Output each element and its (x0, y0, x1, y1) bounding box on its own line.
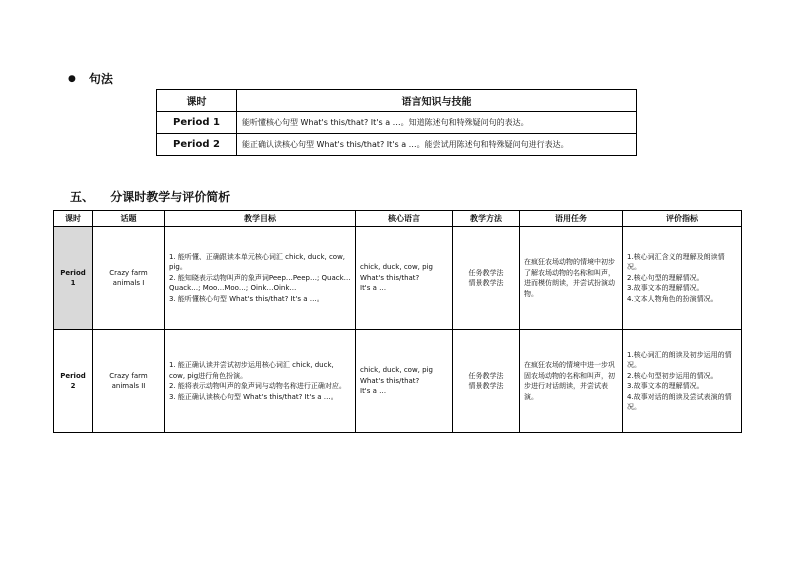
header-period: 课时 (157, 90, 237, 112)
bullet-icon: ● (68, 73, 76, 84)
period-cell: Period 2 (157, 134, 237, 156)
method-item: 情景教学法 (468, 279, 504, 287)
section-title: 分课时教学与评价简析 (110, 190, 231, 204)
header-methods: 教学方法 (453, 211, 520, 227)
period-label: Period (60, 371, 86, 380)
methods-cell (453, 330, 520, 433)
section-number: 五、 (70, 190, 95, 204)
topic-cell (93, 330, 165, 433)
core-language-line: chick, duck, cow, pig (360, 366, 433, 375)
header-skills: 语言知识与技能 (237, 90, 637, 112)
period-number: 1 (70, 279, 76, 287)
header-core-language: 核心语言 (356, 211, 453, 227)
header-period: 课时 (54, 211, 93, 227)
goal-item: 3. 能听懂核心句型 What's this/that? It's a …。 (169, 294, 324, 303)
core-language-cell (356, 330, 453, 433)
skills-cell: 能听懂核心句型 What's this/that? It's a …。知道陈述句和特殊疑问句的表达。 (237, 112, 637, 134)
core-language-line: chick, duck, cow, pig (360, 263, 433, 272)
table-row (157, 112, 637, 134)
evaluation-item: 1.核心词汇含义的理解及朗读情况。 (627, 252, 725, 272)
topic-cell (93, 227, 165, 330)
goal-item: 2. 能知晓表示动物叫声的象声词Peep…Peep…; Quack…Quack…; Moo…Moo…; Oink…Oink… (169, 273, 351, 293)
goals-cell (165, 227, 356, 330)
topic-line: animals II (111, 382, 146, 390)
header-goals: 教学目标 (165, 211, 356, 227)
evaluation-item: 3.故事文本的理解情况。 (627, 284, 704, 293)
section-heading-syntax (68, 70, 113, 87)
evaluation-item: 1.核心词汇的朗读及初步运用的情况。 (627, 350, 732, 369)
period-cell: Period 1 (157, 112, 237, 134)
period-number: 2 (70, 382, 76, 390)
methods-cell (453, 227, 520, 330)
task-cell: 在疯狂农场动物的情境中初步了解农场动物的名称和叫声，进而模仿朗读，并尝试扮演动物。 (520, 227, 623, 330)
header-evaluation: 评价指标 (623, 211, 742, 227)
period-cell (54, 330, 93, 433)
goal-item: 3. 能正确认读核心句型 What's this/that? It's a …。 (169, 392, 338, 401)
table-header-row (157, 90, 637, 112)
goal-item: 2. 能将表示动物叫声的象声词与动物名称进行正确对应。 (169, 382, 346, 390)
method-item: 任务教学法 (468, 371, 504, 380)
core-language-line: What's this/that? (360, 273, 420, 282)
evaluation-item: 2.核心句型的理解情况。 (627, 273, 704, 282)
topic-line: animals I (112, 279, 145, 287)
table-row (54, 227, 742, 330)
task-cell: 在疯狂农场的情境中进一步巩固农场动物的名称和叫声，初步进行对话朗读，并尝试表演。 (520, 330, 623, 433)
evaluation-item: 3.故事文本的理解情况。 (627, 382, 704, 390)
header-topic: 话题 (93, 211, 165, 227)
core-language-line: What's this/that? (360, 376, 420, 385)
evaluation-item: 4.文本人物角色的扮演情况。 (627, 294, 718, 303)
skills-cell: 能正确认读核心句型 What's this/that? It's a …。能尝试用陈述句和特殊疑问句进行表达。 (237, 134, 637, 156)
core-language-line: It's a … (360, 387, 387, 396)
section-heading-analysis (70, 188, 230, 205)
topic-line: Crazy farm (109, 371, 148, 380)
period-label: Period (60, 268, 86, 277)
goals-cell (165, 330, 356, 433)
goal-item: 1. 能听懂、正确跟读本单元核心词汇 chick, duck, cow, pig。 (169, 252, 346, 272)
table-row (54, 330, 742, 433)
method-item: 任务教学法 (468, 268, 504, 277)
period-cell (54, 227, 93, 330)
evaluation-item: 4.故事对话的朗读及尝试表演的情况。 (627, 392, 732, 411)
header-task: 语用任务 (520, 211, 623, 227)
method-item: 情景教学法 (468, 382, 504, 390)
lesson-analysis-table (53, 210, 742, 433)
table-row (157, 134, 637, 156)
syntax-table (156, 89, 637, 156)
evaluation-cell (623, 227, 742, 330)
core-language-cell (356, 227, 453, 330)
goal-item: 1. 能正确认读并尝试初步运用核心词汇 chick, duck, cow, pig进行角色扮演。 (169, 361, 334, 380)
topic-line: Crazy farm (109, 268, 148, 277)
section-title: 句法 (88, 72, 113, 86)
core-language-line: It's a … (360, 284, 387, 293)
table-header-row (54, 211, 742, 227)
evaluation-cell (623, 330, 742, 433)
evaluation-item: 2.核心句型初步运用的情况。 (627, 371, 718, 380)
